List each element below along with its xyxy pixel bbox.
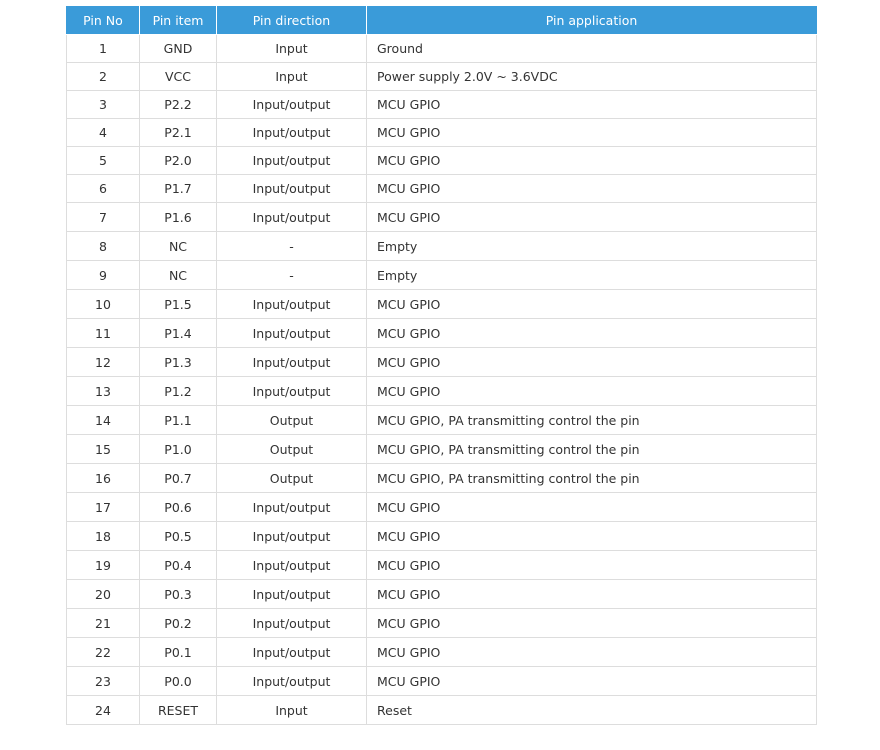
table-row [67, 91, 817, 119]
cell-pin-item: NC [140, 261, 217, 290]
cell-pin-item: P0.6 [140, 493, 217, 522]
cell-pin-direction: Input/output [217, 348, 367, 377]
cell-pin-application: MCU GPIO [367, 551, 817, 580]
cell-pin-application: MCU GPIO [367, 175, 817, 203]
header-pin-application: Pin application [367, 6, 817, 35]
cell-pin-no: 23 [67, 667, 140, 696]
cell-pin-direction: Input/output [217, 377, 367, 406]
cell-pin-no: 24 [67, 696, 140, 725]
cell-pin-direction: Input [217, 63, 367, 91]
cell-pin-application: MCU GPIO [367, 493, 817, 522]
table-row [67, 319, 817, 348]
cell-pin-application: MCU GPIO [367, 522, 817, 551]
cell-pin-direction: Input/output [217, 493, 367, 522]
table-header [67, 6, 817, 35]
table-row [67, 63, 817, 91]
cell-pin-item: P0.2 [140, 609, 217, 638]
table-row [67, 147, 817, 175]
cell-pin-direction: Input [217, 35, 367, 63]
cell-pin-item: P0.7 [140, 464, 217, 493]
cell-pin-direction: Input/output [217, 203, 367, 232]
cell-pin-application: MCU GPIO [367, 348, 817, 377]
cell-pin-item: P2.1 [140, 119, 217, 147]
cell-pin-application: MCU GPIO, PA transmitting control the pin [367, 406, 817, 435]
cell-pin-application: Empty [367, 261, 817, 290]
cell-pin-no: 7 [67, 203, 140, 232]
cell-pin-direction: Input/output [217, 522, 367, 551]
cell-pin-no: 3 [67, 91, 140, 119]
cell-pin-direction: Input [217, 696, 367, 725]
table-row [67, 493, 817, 522]
cell-pin-direction: Input/output [217, 551, 367, 580]
pin-table [66, 6, 817, 725]
table-row [67, 551, 817, 580]
cell-pin-no: 11 [67, 319, 140, 348]
table-row [67, 522, 817, 551]
cell-pin-item: P2.2 [140, 91, 217, 119]
table-row [67, 290, 817, 319]
cell-pin-no: 5 [67, 147, 140, 175]
table-row [67, 348, 817, 377]
cell-pin-item: RESET [140, 696, 217, 725]
cell-pin-no: 8 [67, 232, 140, 261]
cell-pin-direction: Input/output [217, 147, 367, 175]
table-row [67, 261, 817, 290]
header-pin-direction: Pin direction [217, 6, 367, 35]
cell-pin-no: 9 [67, 261, 140, 290]
cell-pin-application: MCU GPIO [367, 609, 817, 638]
table-row [67, 638, 817, 667]
cell-pin-direction: Input/output [217, 580, 367, 609]
cell-pin-direction: Input/output [217, 609, 367, 638]
cell-pin-application: MCU GPIO [367, 319, 817, 348]
cell-pin-direction: Input/output [217, 290, 367, 319]
cell-pin-no: 14 [67, 406, 140, 435]
cell-pin-item: P1.2 [140, 377, 217, 406]
cell-pin-item: P0.3 [140, 580, 217, 609]
table-row [67, 377, 817, 406]
cell-pin-no: 18 [67, 522, 140, 551]
cell-pin-application: MCU GPIO [367, 147, 817, 175]
cell-pin-item: P0.4 [140, 551, 217, 580]
table-row [67, 175, 817, 203]
cell-pin-item: P1.6 [140, 203, 217, 232]
cell-pin-direction: Output [217, 435, 367, 464]
cell-pin-application: MCU GPIO, PA transmitting control the pin [367, 464, 817, 493]
table-row [67, 435, 817, 464]
table-row [67, 696, 817, 725]
table-row [67, 232, 817, 261]
cell-pin-item: NC [140, 232, 217, 261]
cell-pin-item: GND [140, 35, 217, 63]
cell-pin-item: P0.0 [140, 667, 217, 696]
cell-pin-application: MCU GPIO [367, 290, 817, 319]
cell-pin-no: 1 [67, 35, 140, 63]
cell-pin-item: P0.5 [140, 522, 217, 551]
cell-pin-no: 20 [67, 580, 140, 609]
cell-pin-application: Power supply 2.0V ~ 3.6VDC [367, 63, 817, 91]
cell-pin-application: MCU GPIO [367, 119, 817, 147]
cell-pin-no: 10 [67, 290, 140, 319]
cell-pin-item: P1.4 [140, 319, 217, 348]
cell-pin-application: MCU GPIO [367, 91, 817, 119]
cell-pin-application: Reset [367, 696, 817, 725]
cell-pin-application: MCU GPIO [367, 638, 817, 667]
cell-pin-no: 19 [67, 551, 140, 580]
cell-pin-direction: Input/output [217, 667, 367, 696]
cell-pin-item: P0.1 [140, 638, 217, 667]
header-row [67, 6, 817, 35]
cell-pin-no: 2 [67, 63, 140, 91]
cell-pin-application: MCU GPIO [367, 377, 817, 406]
cell-pin-direction: Input/output [217, 319, 367, 348]
cell-pin-application: Ground [367, 35, 817, 63]
table-row [67, 609, 817, 638]
cell-pin-direction: - [217, 232, 367, 261]
cell-pin-application: MCU GPIO [367, 667, 817, 696]
table-row [67, 35, 817, 63]
cell-pin-no: 15 [67, 435, 140, 464]
cell-pin-no: 6 [67, 175, 140, 203]
cell-pin-no: 4 [67, 119, 140, 147]
cell-pin-item: P1.0 [140, 435, 217, 464]
cell-pin-application: MCU GPIO, PA transmitting control the pin [367, 435, 817, 464]
cell-pin-item: P1.7 [140, 175, 217, 203]
cell-pin-item: VCC [140, 63, 217, 91]
table-row [67, 406, 817, 435]
cell-pin-direction: - [217, 261, 367, 290]
cell-pin-no: 12 [67, 348, 140, 377]
cell-pin-no: 16 [67, 464, 140, 493]
cell-pin-item: P2.0 [140, 147, 217, 175]
cell-pin-application: MCU GPIO [367, 580, 817, 609]
cell-pin-direction: Input/output [217, 638, 367, 667]
cell-pin-item: P1.3 [140, 348, 217, 377]
cell-pin-item: P1.1 [140, 406, 217, 435]
table-row [67, 667, 817, 696]
cell-pin-no: 21 [67, 609, 140, 638]
cell-pin-no: 13 [67, 377, 140, 406]
cell-pin-application: Empty [367, 232, 817, 261]
header-pin-no: Pin No [67, 6, 140, 35]
cell-pin-direction: Output [217, 406, 367, 435]
cell-pin-no: 17 [67, 493, 140, 522]
table-row [67, 119, 817, 147]
cell-pin-direction: Input/output [217, 91, 367, 119]
cell-pin-item: P1.5 [140, 290, 217, 319]
cell-pin-direction: Input/output [217, 119, 367, 147]
cell-pin-direction: Input/output [217, 175, 367, 203]
table-row [67, 580, 817, 609]
table-row [67, 464, 817, 493]
table-row [67, 203, 817, 232]
cell-pin-no: 22 [67, 638, 140, 667]
header-pin-item: Pin item [140, 6, 217, 35]
table-body [67, 35, 817, 725]
cell-pin-direction: Output [217, 464, 367, 493]
cell-pin-application: MCU GPIO [367, 203, 817, 232]
